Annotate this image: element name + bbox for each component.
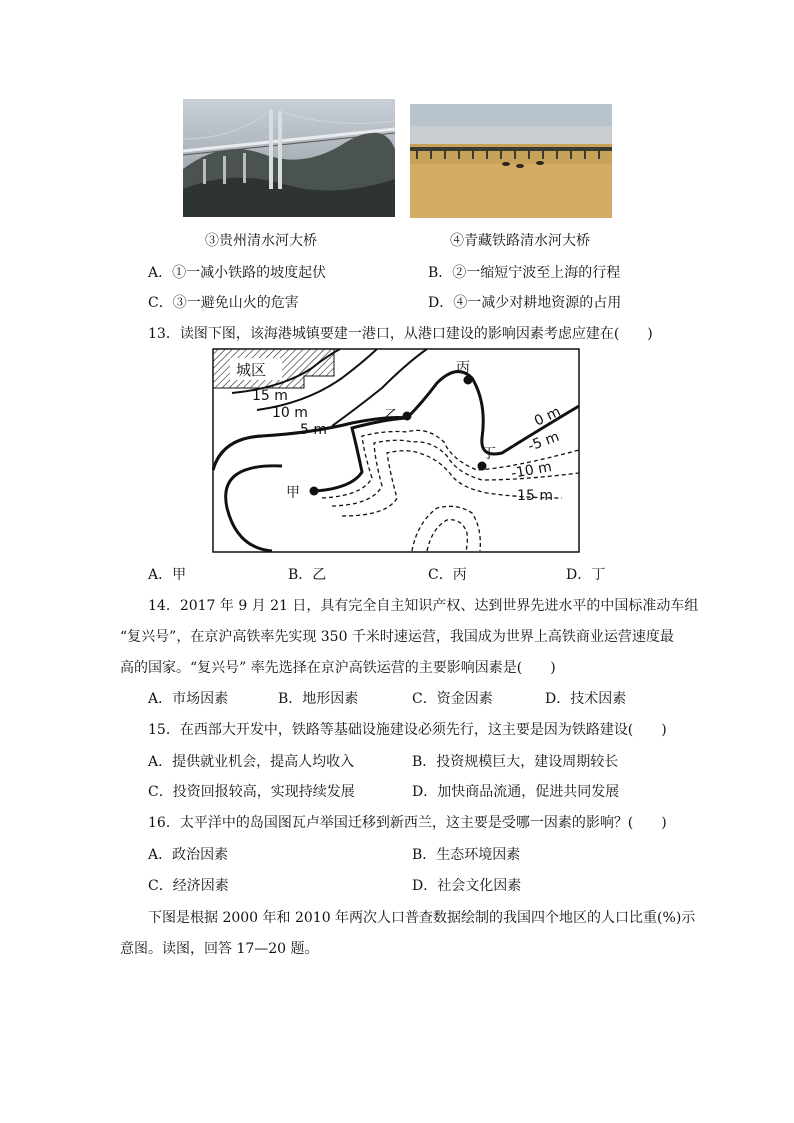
q15-option-b: B．投资规模巨大，建设周期较长 — [412, 754, 619, 770]
q14-line-1: 14．2017 年 9 月 21 日，具有完全自主知识产权、达到世界先进水平的中国标准动车组 — [148, 598, 699, 614]
contour-label-0m: 0 m — [531, 403, 564, 430]
q16-option-a: A．政治因素 — [148, 847, 229, 863]
contour-map — [212, 348, 580, 553]
q16-option-b: B．生态环境因素 — [412, 847, 521, 863]
intro-line-1: 下图是根据 2000 年和 2010 年两次人口普查数据绘制的我国四个地区的人口比重(%)示 — [148, 910, 696, 926]
contour-label-neg15m: -15 m — [512, 488, 553, 504]
q14-option-b: B．地形因素 — [278, 691, 359, 707]
q16-stem: 16．太平洋中的岛国图瓦卢举国迁移到新西兰，这主要是受哪一因素的影响？( ) — [148, 815, 667, 831]
point-label-ding: 丁 — [482, 446, 496, 462]
q15-option-c: C．投资回报较高，实现持续发展 — [148, 784, 355, 800]
q14-line-3: 高的国家。“复兴号” 率先选择在京沪高铁运营的主要影响因素是( ) — [120, 660, 556, 676]
q13-option-b: B．乙 — [288, 567, 327, 583]
point-bing — [464, 376, 473, 385]
contour-label-neg5m: -5 m — [525, 428, 562, 455]
photo-caption-3: ③贵州清水河大桥 — [205, 233, 317, 249]
point-jia — [310, 487, 319, 496]
q16-option-d: D．社会文化因素 — [412, 878, 522, 894]
q12-option-a: A．①一减小铁路的坡度起伏 — [148, 265, 327, 281]
q12-option-b: B．②一缩短宁波至上海的行程 — [428, 265, 621, 281]
city-label: 城区 — [236, 361, 267, 379]
q13-stem: 13．读图下图，该海港城镇要建一港口，从港口建设的影响因素考虑应建在( ) — [148, 326, 653, 342]
q13-option-a: A．甲 — [148, 567, 187, 583]
photo-caption-4: ④青藏铁路清水河大桥 — [450, 233, 590, 249]
q16-option-c: C．经济因素 — [148, 878, 229, 894]
point-label-bing: 丙 — [456, 360, 470, 376]
contour-label-15m: 15 m — [252, 388, 288, 404]
point-label-jia: 甲 — [286, 485, 300, 501]
q14-option-a: A．市场因素 — [148, 691, 229, 707]
point-ding — [478, 462, 487, 471]
q14-option-d: D．技术因素 — [545, 691, 627, 707]
q12-option-d: D．④一减少对耕地资源的占用 — [428, 295, 622, 311]
contour-label-neg10m: -10 m — [509, 459, 554, 482]
point-yi — [403, 412, 412, 421]
contour-label-10m: 10 m — [272, 405, 308, 421]
q12-option-c: C．③一避免山火的危害 — [148, 295, 299, 311]
bridge-photo-qinghai-tibet — [410, 104, 612, 218]
q13-option-c: C．丙 — [428, 567, 467, 583]
q13-option-d: D．丁 — [566, 567, 606, 583]
q14-option-c: C．资金因素 — [412, 691, 493, 707]
q15-stem: 15．在西部大开发中，铁路等基础设施建设必须先行，这主要是因为铁路建设( ) — [148, 722, 667, 738]
contour-label-5m: 5 m — [300, 422, 327, 438]
q14-line-2: “复兴号”，在京沪高铁率先实现 350 千米时速运营，我国成为世界上高铁商业运营速度最 — [120, 629, 674, 645]
point-label-yi: 乙 — [384, 408, 398, 424]
intro-line-2: 意图。读图，回答 17—20 题。 — [120, 941, 319, 957]
q15-option-d: D．加快商品流通，促进共同发展 — [412, 784, 620, 800]
q15-option-a: A．提供就业机会，提高人均收入 — [148, 754, 355, 770]
bridge-photo-guizhou — [183, 99, 395, 217]
